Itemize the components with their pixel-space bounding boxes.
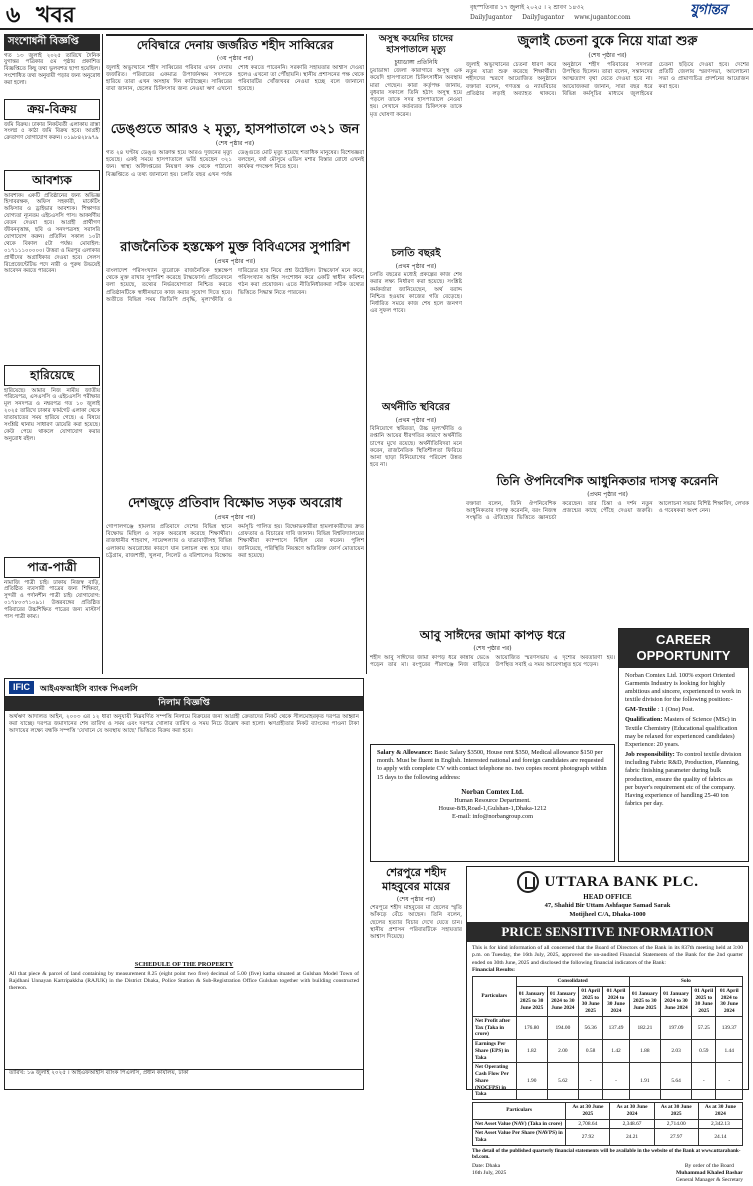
table-cell: 1.91 — [629, 1063, 660, 1100]
bank-office: HEAD OFFICE — [583, 893, 632, 901]
career-ad — [618, 628, 749, 862]
table-cell: 197.09 — [660, 1016, 691, 1039]
article-body: বক্তারা বলেন, তিনি ঔপনিবেশিক আধুনিকতার দাসত্ব করেননি, বরং নিজস্ব সংস্কৃতি ও ঐতিহ্যের ভিত্তিতে জ্ঞানচর্চা করেছেন। তার চিন্তা ও দর্শন নতুন প্রজন্মের কাছে পৌঁছে দেওয়া জরুরি। আলোচনা সভায় বিশিষ্ট শিক্ষাবিদ, লেখক ও গবেষকরা অংশ নেন। — [466, 500, 749, 522]
table-cell: 176.80 — [516, 1016, 547, 1039]
career-body — [371, 745, 614, 788]
row-label: Net Profit after Tax (Taka in crore) — [473, 1016, 517, 1039]
article-headline: দেশজুড়ে প্রতিবাদ বিক্ষোভ সড়ক অবরোধ — [127, 496, 343, 511]
row-label: Net Operating Cash Flow Per Share (NOCFPS) in Taka — [473, 1063, 517, 1100]
career-ad-continued — [370, 744, 615, 862]
article-byline: চুয়াডাঙ্গা প্রতিনিধি — [394, 58, 438, 66]
article-headline: শেরপুরে শহীদ মাহবুবের মায়ের — [382, 866, 450, 893]
table-cell: 1.88 — [629, 1040, 660, 1063]
table-header: Particulars — [473, 977, 517, 1017]
table-cell: 0.59 — [692, 1040, 716, 1063]
table-column-header: 01 January 2025 to 30 June 2025 — [516, 986, 547, 1016]
company-name: Norban Comtex Ltd. — [461, 787, 524, 796]
lost-text: হারিয়েছে। আমার নিজ নামীয় জাতীয় পরিচয়পত্র, এসএসসি ও এইচএসসি পরীক্ষার মূল সনদপত্র ও নম্বরপত্র গত ১০ জুলাই ২০২৫ তারিখে ঢাকার ফার্মগেট এলাকা থেকে যাতায়াতের সময় হারিয়ে গেছে। এ বিষয়ে সংশ্লিষ্ট থানায় সাধারণ ডায়েরি করা হয়েছে। কেউ পেয়ে থাকলে যোগাযোগ করার অনুরোধ রইল। — [4, 387, 100, 442]
article-sabbir — [106, 34, 364, 116]
article-headline: অর্থনীতি স্থবিরের — [382, 402, 450, 413]
position-label: GM-Textile — [625, 706, 656, 714]
career-contact — [371, 788, 614, 822]
uttara-bank-psi — [466, 866, 749, 1183]
article-continuation: (প্রথম পৃষ্ঠার পর) — [395, 262, 437, 270]
article-body: জুলাই অভ্যুত্থানে শহীদ সাব্বিরের পরিবার এখন দেনায় জর্জরিত। পরিবারের একমাত্র উপার্জনক্ষম সদস্যকে হারিয়ে তারা এখন অসহায় দিন কাটাচ্ছেন। সাব্বিরের বাবা জানান, ছেলের চিকিৎসার জন্য নেওয়া ঋণ এখনো শোধ করতে পারেননি। সরকারি সহায়তার আশ্বাস দেওয়া হলেও এখনো তা পৌঁছায়নি। স্থানীয় প্রশাসনের পক্ষ থেকে পরিবারটির খোঁজখবর নেওয়া হচ্ছে বলে জানানো হয়েছে। — [106, 64, 364, 93]
auction-header — [5, 679, 363, 697]
psi-signatory: Muhammad Khaled Bashar — [675, 1169, 743, 1176]
buy-sell-heading: ক্রয়-বিক্রয় — [4, 99, 100, 120]
psi-title: PRICE SENSITIVE INFORMATION — [467, 922, 748, 942]
social-links — [470, 14, 631, 22]
column-divider — [102, 34, 103, 674]
career-title: CAREER OPPORTUNITY — [619, 629, 748, 668]
table-cell: 2.00 — [547, 1040, 578, 1063]
nav-table — [472, 1102, 743, 1146]
psi-intro: This is for kind information of all concerned that the Board of Directors of the Bank in its 837th meeting held at 3:00 p.m. on Tuesday, the 16th July, 2025, approved the un-audited Financial Statements of the Bank for the 2nd quarter ended on 30th June, 2025 and disclosed the following financial indicators of the Bank: — [472, 945, 743, 966]
article-july — [466, 34, 749, 470]
table-cell: 5.62 — [547, 1063, 578, 1100]
article-body: জুলাই অভ্যুত্থানের চেতনা ধারণ করে নতুন যাত্রা শুরু করেছে শিক্ষার্থীরা। শহীদদের স্মরণে আয়োজিত অনুষ্ঠানে বক্তারা বলেন, গণতন্ত্র ও ন্যায়বিচার প্রতিষ্ঠার লড়াই অব্যাহত থাকবে। অনুষ্ঠানে শহীদ পরিবারের সদস্যরা উপস্থিত ছিলেন। তারা বলেন, সন্তানদের আত্মত্যাগ বৃথা যেতে দেওয়া হবে না। আয়োজকরা জানান, সারা বছর ধরে বিভিন্ন কর্মসূচির মাধ্যমে জুলাইয়ের চেতনা ছড়িয়ে দেওয়া হবে। দেশের প্রতিটি জেলায় স্মরণসভা, আলোচনা সভা ও প্রামাণ্যচিত্র প্রদর্শনের আয়োজন করা হবে। — [466, 61, 749, 97]
bank-logo-icon — [517, 871, 539, 893]
qualification-label: Qualification: — [625, 716, 663, 724]
article-body: শহীদ আবু সাঈদের জামা কাপড় ধরে কান্নায় ভেঙে পড়েন তার মা। রংপুরের পীরগঞ্জে নিজ বাড়িতে আয়োজিত স্মরণসভায় এ দৃশ্যের অবতারণা হয়। উপস্থিত সবাই এ সময় আবেগাপ্লুত হয়ে পড়েন। — [370, 654, 615, 668]
article-continuation: (প্রথম পৃষ্ঠার পর) — [214, 514, 256, 522]
table-row — [473, 1040, 743, 1063]
table-header: Consolidated — [516, 977, 629, 987]
table-cell: - — [716, 1063, 743, 1100]
table-column-header: 01 January 2024 to 30 June 2024 — [547, 986, 578, 1016]
job-value: To control textile division including Fabric R&D, Production, Planning, fabric finishing parameter during bulk production, ensure the quality of fabrics as per buyer's requirement etc of the company. Having experience of handling 25-40 ton fabrics per day. — [625, 751, 742, 808]
table-cell: 194.00 — [547, 1016, 578, 1039]
article-headline: ডেঙ্গুতে আরও ২ মৃত্যু, হাসপাতালে ৩২১ জন — [110, 122, 360, 137]
article-headline: চলতি বছরই — [391, 248, 441, 259]
article-body: বিনিয়োগে স্থবিরতা, উচ্চ মূল্যস্ফীতি ও রপ্তানি আয়ের ধীরগতির কারণে অর্থনীতি চাপের মুখে রয়েছে। অর্থনীতিবিদরা মনে করেন, রাজনৈতিক স্থিতিশীলতা ফিরিয়ে আনা ছাড়া বিনিয়োগের পরিবেশ উন্নত হবে না। — [370, 426, 462, 469]
article-continuation: (প্রথম পৃষ্ঠার পর) — [395, 416, 437, 424]
article-economy — [370, 402, 462, 592]
table-cell: 27.92 — [566, 1129, 610, 1146]
article-this-year — [370, 248, 462, 398]
date-line: বৃহস্পতিবার ১৭ জুলাই ২০২৫ । ২ শ্রাবণ ১৪৩২ — [470, 4, 585, 11]
fin-results-label: Financial Results: — [472, 967, 516, 974]
article-headline: আবু সাঈদের জামা কাপড় ধরে — [419, 628, 566, 642]
website-link[interactable]: www.jugantor.com — [574, 14, 631, 21]
table-cell: 1.42 — [603, 1040, 630, 1063]
classifieds-column — [4, 34, 100, 674]
article-body: গোপালগঞ্জে হামলার প্রতিবাদে দেশের বিভিন্ন স্থানে বিক্ষোভ মিছিল ও সড়ক অবরোধ করেছে শিক্ষার্থীরা। রাজধানীর শাহবাগ, সায়েন্সল্যাব ও যাত্রাবাড়ীসহ বিভিন্ন এলাকায় অবরোধের কারণে যান চলাচল বন্ধ হয়ে যায়। চট্টগ্রাম, রাজশাহী, খুলনা, সিলেট ও বরিশালেও বিক্ষোভ কর্মসূচি পালিত হয়। বিক্ষোভকারীরা হামলাকারীদের দ্রুত গ্রেফতার ও বিচারের দাবি জানান। বিভিন্ন বিশ্ববিদ্যালয়ের শিক্ষার্থীরা ক্যাম্পাসে মিছিল বের করেন। পুলিশ জানিয়েছে, পরিস্থিতি নিয়ন্ত্রণে অতিরিক্ত ফোর্স মোতায়েন করা হয়েছে। — [106, 523, 364, 559]
section-name: খবর — [36, 2, 75, 28]
auction-title: নিলাম বিজ্ঞপ্তি — [5, 697, 363, 710]
article-continuation: (শেষ পৃষ্ঠার পর) — [473, 645, 512, 652]
table-cell: 5.64 — [660, 1063, 691, 1100]
ific-bank-name: আইএফআইসি ব্যাংক পিএলসি — [40, 682, 138, 693]
table-cell: 57.25 — [692, 1016, 716, 1039]
page-number: ৬ — [6, 2, 21, 28]
auction-footer: তারিখ: ১৬ জুলাই ২০২৫ । আইএফআইসি ব্যাংক পিএলসি, প্রধান কার্যালয়, ঢাকা — [5, 1069, 363, 1077]
table-row — [473, 1129, 743, 1146]
table-cell: 56.36 — [578, 1016, 602, 1039]
table-cell: 2,714.00 — [654, 1119, 698, 1129]
buy-sell-text: জমি বিক্রয়। ঢাকার নিকটবর্তী এলাকায় রাস্তা সংলগ্ন ৫ কাঠা জমি বিক্রয় হবে। আগ্রহী ক্রেতাগণ যোগাযোগ করুন। ০১৯৮৪২৮৯৭৯ — [4, 121, 100, 142]
table-cell: 2,708.64 — [566, 1119, 610, 1129]
matrimony-heading: পাত্র-পাত্রী — [4, 557, 100, 578]
row-label: Net Asset Value (NAV) (Taka in crore) — [473, 1119, 566, 1129]
row-label: Earnings Per Share (EPS) in Taka — [473, 1040, 517, 1063]
psi-footer-note: The detail of the published quarterly financial statements will be available in the website of the Bank at www.uttarabank-bd.com. — [472, 1147, 741, 1161]
table-cell: 182.21 — [629, 1016, 660, 1039]
table-column-header: 01 April 2025 to 30 June 2025 — [578, 986, 602, 1016]
article-colonial — [466, 474, 749, 624]
article-continuation: (প্রথম পৃষ্ঠার পর) — [587, 491, 628, 498]
article-continuation: (প্রথম পৃষ্ঠার পর) — [214, 258, 256, 266]
table-column-header: 01 April 2025 to 30 June 2025 — [692, 986, 716, 1016]
matrimony-text: নামাজি পাত্রী চাই। ঢাকায় নিজস্ব বাড়ি, প্রতিষ্ঠিত ব্যবসায়ী পাত্রের জন্য শিক্ষিতা, সুন্দরী ও পর্দানশীন পাত্রী চাই। যোগাযোগ: ০১৭৮০৩৭১০৯১। উত্তরবঙ্গের প্রতিষ্ঠিত পরিবারের উচ্চশিক্ষিত পাত্রের জন্য মাস্টার্স পাস পাত্রী কাম্য। — [4, 579, 100, 621]
table-cell: 2,342.13 — [698, 1119, 742, 1129]
auction-text: অর্থঋণ আদালত আইন, ২০০৩ এর ১২ ধারা অনুযায়ী নিম্নবর্ণিত সম্পত্তি নিলামে বিক্রয়ের জন্য আগ্রহী ক্রেতাদের নিকট থেকে সীলমোহরকৃত দরপত্র আহ্বান করা যাচ্ছে। দরপত্র জমাদানের শেষ তারিখ ও সময় এবং দরপত্র খোলার তারিখ ও সময় নিচে উল্লেখ করা হলো। ঋণগ্রহীতার নিকট ব্যাংকের পাওনা টাকা আদায়ের লক্ষ্যে বন্ধকি সম্পত্তি 'যেখানে যে অবস্থায় আছে' ভিত্তিতে বিক্রয় করা হবে। — [9, 713, 359, 735]
article-body: চলতি বছরের মধ্যেই প্রকল্পের কাজ শেষ করার লক্ষ্য নির্ধারণ করা হয়েছে। সংশ্লিষ্ট কর্মকর্তারা জানিয়েছেন, অর্থ বরাদ্দ নিশ্চিত হওয়ায় কাজের গতি বেড়েছে। নির্ধারিত সময়ে কাজ শেষ হলে জনগণ এর সুফল পাবে। — [370, 272, 462, 315]
qualification-value: Masters of Science (MSc) in Textile Chemistry (Educational qualification may be relaxed for experienced candidates) Experience: 20 years. — [625, 716, 738, 748]
schedule-text: All that piece & parcel of land containing by measurement 8.25 (eight point two five) decimal of 5.00 (five) katha situated at Gulshan Model Town of Rajdhani Unnayan Kartripakkha (RAJUK) in the District Dhaka, Police Station & Sub-Registration Office Gulshan together with building constructed thereon. — [9, 970, 359, 992]
article-sherpur — [370, 866, 462, 1090]
company-email[interactable]: E-mail: info@norbangroup.com — [452, 813, 533, 821]
position-value: : 1 (One) Post. — [657, 706, 695, 714]
bank-header — [467, 867, 748, 893]
table-cell: 2.03 — [660, 1040, 691, 1063]
table-cell: 24.14 — [698, 1129, 742, 1146]
article-headline: দেবিদ্বারে দেনায় জর্জরিত শহীদ সাব্বিরের — [106, 34, 364, 53]
table-column-header: 01 April 2024 to 30 June 2024 — [603, 986, 630, 1016]
bank-address-line1: 47, Shahid Bir Uttam Ashfaque Samad Sarak — [544, 902, 671, 910]
psi-signature — [467, 1161, 748, 1186]
job-label: Job responsibility: — [625, 751, 675, 759]
schedule-label: SCHEDULE OF THE PROPERTY — [134, 960, 234, 968]
article-headline: তিনি ঔপনিবেশিক আধুনিকতার দাসত্ব করেননি — [496, 474, 719, 488]
article-continuation: (শেষ পৃষ্ঠার পর) — [396, 895, 436, 903]
table-cell: 1.44 — [716, 1040, 743, 1063]
psi-designation: General Manager & Secretary — [675, 1176, 743, 1183]
article-continuation: (শেষ পৃষ্ঠার পর) — [215, 140, 255, 148]
article-continuation: (শেষ পৃষ্ঠার পর) — [588, 52, 627, 60]
column-divider — [366, 34, 367, 674]
article-abu-sayed — [370, 628, 615, 740]
table-cell: 1.90 — [516, 1063, 547, 1100]
lost-heading: হারিয়েছে — [4, 365, 100, 386]
table-header: Solo — [629, 977, 742, 987]
article-dengue — [106, 122, 364, 234]
table-cell: - — [692, 1063, 716, 1100]
auction-notice — [4, 678, 364, 1090]
table-cell: - — [603, 1063, 630, 1100]
article-body: গত ২৪ ঘণ্টায় ডেঙ্গু আক্রান্ত হয়ে আরও দুজনের মৃত্যু হয়েছে। একই সময়ে হাসপাতালে ভর্তি হয়েছেন ৩২১ জন। স্বাস্থ্য অধিদপ্তরের নিয়ন্ত্রণ কক্ষ থেকে পাঠানো বিজ্ঞপ্তিতে এ তথ্য জানানো হয়। চলতি বছর এখন পর্যন্ত ডেঙ্গুতে মোট মৃত্যু হয়েছে শতাধিক মানুষের। বিশেষজ্ঞরা বলছেন, বর্ষা মৌসুমে এডিস মশার বিস্তার রোধে এখনই কার্যকর পদক্ষেপ নিতে হবে। — [106, 149, 364, 178]
salary-value: Basic Salary $3500, House rent $350, Medical allowance $150 per month. Must be fluent in English. Interested national and foreign candidates are requested to apply with complete CV with contact telephone no. two copies recent photograph within 15 days to the following address: — [377, 749, 607, 781]
article-protest — [106, 496, 364, 674]
facebook-link[interactable]: DailyJugantor — [470, 14, 513, 21]
row-label: Net Asset Value Per Share (NAVPS) in Taka — [473, 1129, 566, 1146]
table-cell: 0.58 — [578, 1040, 602, 1063]
table-row — [473, 1063, 743, 1100]
bank-name: UTTARA BANK PLC. — [544, 873, 699, 890]
article-headline: রাজনৈতিক হস্তক্ষেপ মুক্ত বিবিএসের সুপারিশ — [120, 240, 350, 255]
table-column-header: 01 January 2024 to 30 June 2024 — [660, 986, 691, 1016]
article-prisoner — [370, 34, 462, 244]
financial-results-table — [472, 976, 743, 1100]
notice-heading: সংশোধনী বিজ্ঞপ্তি — [4, 34, 100, 51]
twitter-link[interactable]: DailyJugantor — [522, 14, 565, 21]
wanted-text: আবশ্যক। একটি প্রতিষ্ঠানের জন্য অভিজ্ঞ হিসাবরক্ষক, অফিস সহকারী, মার্কেটিং অফিসার ও ড্রাইভার আবশ্যক। শিক্ষাগত যোগ্যতা ন্যূনতম এইচএসসি পাস। আকর্ষণীয় বেতন দেওয়া হবে। আগ্রহী প্রার্থীগণ জীবনবৃত্তান্ত, ছবি ও সনদপত্রসহ সরাসরি যোগাযোগ করুন। প্রতিদিন সকাল ১০টা থেকে বিকাল ৫টা পর্যন্ত। মোবাইল: ০১৭১১১০০০০০। উত্তরা ও মিরপুর এলাকার প্রার্থীদের অগ্রাধিকার দেওয়া হবে। সেলস রিপ্রেজেন্টেটিভ পদে নারী ও পুরুষ উভয়েই আবেদন করতে পারবেন। — [4, 192, 100, 275]
ific-logo: IFIC — [9, 681, 34, 694]
table-column-header: 01 January 2025 to 30 June 2025 — [629, 986, 660, 1016]
table-column-header: As at 30 June 2025 — [566, 1103, 610, 1120]
notice-text: গত ১৩ জুলাই ২০২৫ তারিখে দৈনিক যুগান্তর পত্রিকার ৫ম পৃষ্ঠায় প্রকাশিত বিজ্ঞপ্তিতে কিছু তথ্য ভুলবশত ছাপা হয়েছিল। সংশোধিত তথ্য অনুযায়ী পড়ার জন্য অনুরোধ করা হলো। — [4, 52, 100, 87]
table-column-header: As at 30 June 2025 — [654, 1103, 698, 1120]
table-cell: 1.82 — [516, 1040, 547, 1063]
table-cell: 137.49 — [603, 1016, 630, 1039]
career-intro: Norban Comtex Ltd. 100% export Oriented Garments Industry is looking for highly ambitious and sincere, experienced to work in textile division for the following position:- — [625, 671, 741, 704]
psi-place: Date: Dhaka — [472, 1162, 501, 1169]
table-column-header: As at 30 June 2024 — [610, 1103, 654, 1120]
table-cell: 2,348.67 — [610, 1119, 654, 1129]
table-cell: 24.21 — [610, 1129, 654, 1146]
masthead — [0, 0, 753, 30]
table-header: Particulars — [473, 1103, 566, 1120]
career-body — [619, 668, 748, 815]
table-row — [473, 1119, 743, 1129]
psi-order: By order of the Board — [684, 1162, 734, 1169]
bank-address-line2: Motijheel C/A, Dhaka-1000 — [569, 910, 646, 918]
table-cell: - — [578, 1063, 602, 1100]
article-continuation: (৩য় পৃষ্ঠার পর) — [216, 55, 254, 62]
table-cell: 27.97 — [654, 1129, 698, 1146]
article-bbs — [106, 240, 364, 490]
table-cell: 139.37 — [716, 1016, 743, 1039]
article-headline: অসুস্থ কয়েদির চাদের হাসপাতালে মৃত্যু — [378, 34, 454, 56]
article-body: শেরপুরে শহীদ মাহবুবের মা ছেলের স্মৃতি আঁকড়ে বেঁচে আছেন। তিনি বলেন, ছেলের হত্যার বিচার দেখে যেতে চান। স্থানীয় প্রশাসন পরিবারটিকে সহায়তার আশ্বাস দিয়েছে। — [370, 905, 462, 941]
salary-label: Salary & Allowance: — [377, 749, 433, 756]
article-headline: জুলাই চেতনা বুকে নিয়ে যাত্রা শুরু — [517, 34, 698, 49]
psi-date: 16th July, 2025 — [472, 1169, 507, 1176]
company-address: House-8/B,Road-1,Gulshan-1,Dhaka-1212 — [438, 805, 547, 813]
wanted-heading: আবশ্যক — [4, 170, 100, 191]
table-row — [473, 1016, 743, 1039]
department: Human Resource Department. — [454, 796, 531, 804]
article-body: চুয়াডাঙ্গা জেলা কারাগারে অসুস্থ এক কয়েদি হাসপাতালে চিকিৎসাধীন অবস্থায় মারা গেছেন। কারা কর্তৃপক্ষ জানায়, বুধবার সকালে তিনি হঠাৎ অসুস্থ হয়ে পড়লে তাকে সদর হাসপাতালে নেওয়া হয়। সেখানে কর্তব্যরত চিকিৎসক তাকে মৃত ঘোষণা করেন। — [370, 68, 462, 118]
table-column-header: 01 April 2024 to 30 June 2024 — [716, 986, 743, 1016]
table-column-header: As at 30 June 2024 — [698, 1103, 742, 1120]
article-body: বাংলাদেশ পরিসংখ্যান ব্যুরোকে রাজনৈতিক হস্তক্ষেপ থেকে মুক্ত রাখার সুপারিশ করেছে টাস্কফোর্স। প্রতিবেদনে বলা হয়েছে, তথ্যের নির্ভরযোগ্যতা নিশ্চিত করতে প্রতিষ্ঠানটিকে স্বাধীনভাবে কাজ করার সুযোগ দিতে হবে। অতীতে বিভিন্ন সময় জিডিপি প্রবৃদ্ধি, মূল্যস্ফীতি ও দারিদ্র্যের হার নিয়ে প্রশ্ন উঠেছিল। টাস্কফোর্স মনে করে, পরিসংখ্যান আইন সংশোধন করে একটি স্বাধীন কমিশন গঠন করা প্রয়োজন। এতে নীতিনির্ধারকরা সঠিক তথ্যের ভিত্তিতে সিদ্ধান্ত নিতে পারবেন। — [106, 267, 364, 303]
newspaper-logo: যুগান্তর — [690, 2, 727, 18]
